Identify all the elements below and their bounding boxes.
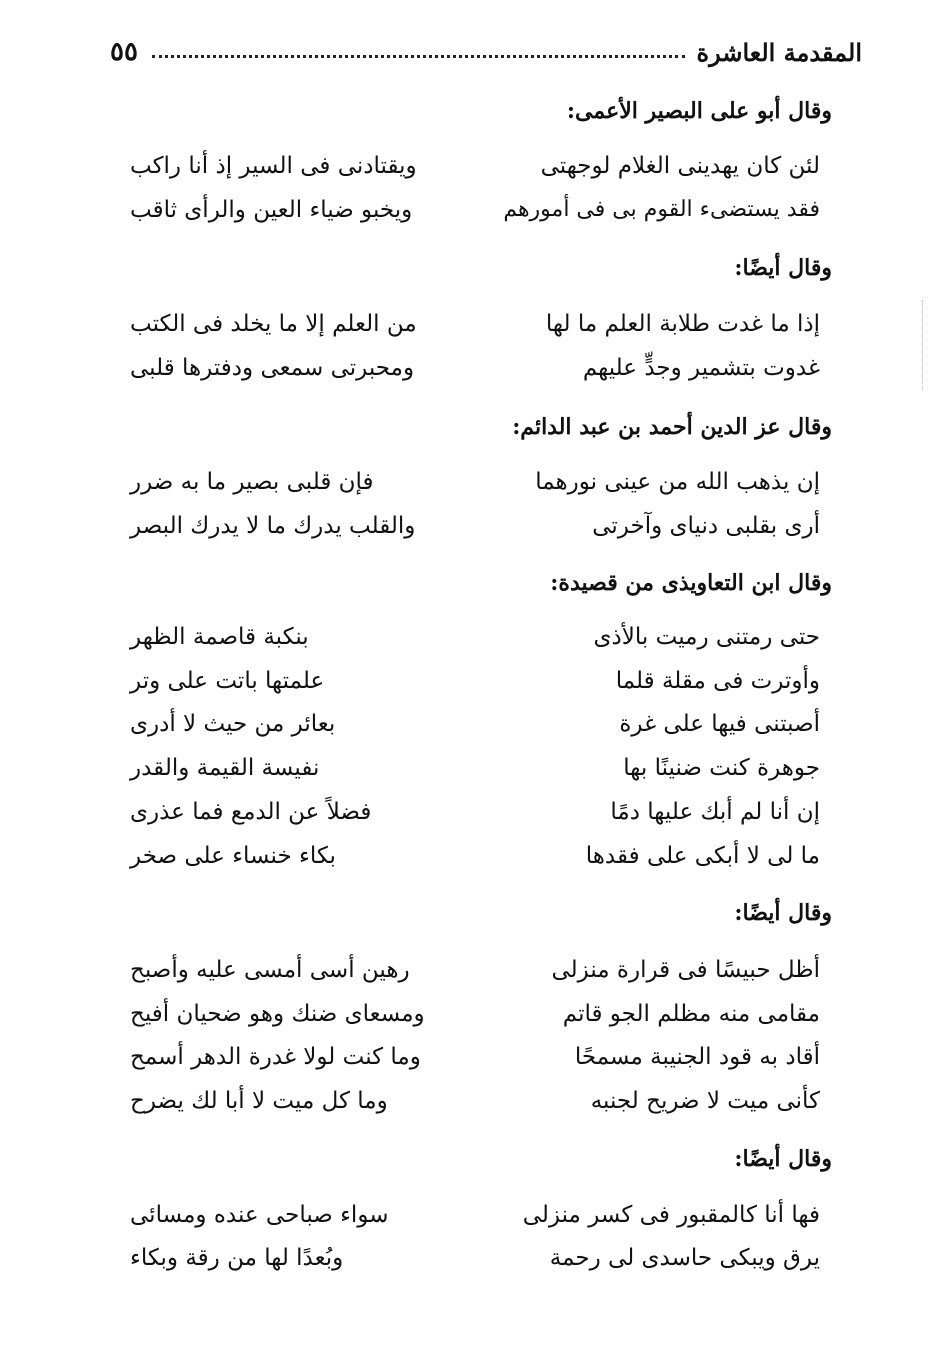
verse-first-hemistich: جوهرة كنت ضنينًا بها (623, 755, 820, 781)
verse-line (130, 146, 820, 186)
verse-line (130, 304, 820, 344)
verse-second-hemistich: سواء صباحى عنده ومسائى (130, 1202, 389, 1228)
verse-first-hemistich: أصبتنى فيها على غرة (619, 711, 820, 737)
poem-intro: وقال عز الدين أحمد بن عبد الدائم: (512, 414, 832, 440)
verse-first-hemistich: فقد يستضىء القوم بى فى أمورهم (503, 197, 820, 222)
poem-intro: وقال أيضًا: (734, 255, 832, 281)
poem-intro: وقال ابن التعاويذى من قصيدة: (550, 570, 832, 596)
verse-line (130, 1037, 820, 1077)
verse-line (130, 617, 820, 657)
verse-second-hemistich: بنكبة قاصمة الظهر (130, 624, 309, 650)
verse-first-hemistich: ما لى لا أبكى على فقدها (585, 843, 820, 869)
verse-first-hemistich: لئن كان يهدينى الغلام لوجهتى (540, 153, 820, 179)
verse-line (130, 190, 820, 230)
verse-second-hemistich: ويقتادنى فى السير إذ أنا راكب (130, 153, 417, 179)
verse-line (130, 994, 820, 1034)
verse-second-hemistich: رهين أسى أمسى عليه وأصبح (130, 957, 410, 983)
verse-line (130, 506, 820, 546)
poem-intro: وقال أيضًا: (734, 900, 832, 926)
verse-first-hemistich: أرى بقلبى دنياى وآخرتى (592, 513, 820, 539)
verse-first-hemistich: حتى رمتنى رميت بالأذى (593, 624, 820, 650)
margin-rule (922, 300, 923, 390)
verse-second-hemistich: بعائر من حيث لا أدرى (130, 711, 336, 737)
verse-first-hemistich: يرق ويبكى حاسدى لى رحمة (549, 1245, 820, 1271)
poem-intro: وقال أبو على البصير الأعمى: (566, 98, 832, 124)
verse-line (130, 348, 820, 388)
leader-dots (152, 55, 685, 58)
verse-line (130, 1081, 820, 1121)
verse-line (130, 462, 820, 502)
verse-second-hemistich: فضلاً عن الدمع فما عذرى (130, 799, 372, 825)
verse-second-hemistich: والقلب يدرك ما لا يدرك البصر (130, 513, 416, 539)
verse-first-hemistich: أظل حبيسًا فى قرارة منزلى (551, 957, 820, 983)
verse-first-hemistich: إن أنا لم أبك عليها دمًا (610, 799, 820, 825)
verse-line (130, 792, 820, 832)
verse-second-hemistich: فإن قلبى بصير ما به ضرر (130, 469, 374, 495)
verse-second-hemistich: ومحبرتى سمعى ودفترها قلبى (130, 355, 415, 381)
poem-intro: وقال أيضًا: (734, 1146, 832, 1172)
verse-line (130, 1195, 820, 1235)
verse-line (130, 704, 820, 744)
verse-second-hemistich: من العلم إلا ما يخلد فى الكتب (130, 311, 417, 337)
verse-second-hemistich: ومسعاى ضنك وهو ضحيان أفيح (130, 1001, 425, 1027)
verse-second-hemistich: علمتها باتت على وتر (130, 668, 325, 694)
chapter-title: المقدمة العاشرة (696, 37, 862, 67)
verse-second-hemistich: نفيسة القيمة والقدر (130, 755, 320, 781)
verse-first-hemistich: فها أنا كالمقبور فى كسر منزلى (522, 1202, 820, 1228)
verse-first-hemistich: غدوت بتشمير وجدٍّ عليهم (582, 355, 820, 381)
verse-line (130, 836, 820, 876)
verse-second-hemistich: وما كل ميت لا أبا لك يضرح (130, 1088, 388, 1114)
verse-line (130, 1238, 820, 1278)
verse-first-hemistich: كأنى ميت لا ضريح لجنبه (590, 1088, 820, 1114)
verse-first-hemistich: إن يذهب الله من عينى نورهما (535, 469, 820, 495)
verse-line (130, 748, 820, 788)
verse-line (130, 661, 820, 701)
verse-second-hemistich: وما كنت لولا غدرة الدهر أسمح (130, 1044, 421, 1070)
verse-line (130, 950, 820, 990)
verse-first-hemistich: أقاد به قود الجنيبة مسمحًا (574, 1044, 820, 1070)
verse-first-hemistich: إذا ما غدت طلابة العلم ما لها (545, 311, 820, 337)
verse-first-hemistich: مقامى منه مظلم الجو قاتم (562, 1001, 820, 1027)
page-number: ٥٥ (110, 37, 138, 67)
verse-second-hemistich: وبُعدًا لها من رقة وبكاء (130, 1245, 344, 1271)
verse-second-hemistich: بكاء خنساء على صخر (130, 843, 336, 869)
verse-first-hemistich: وأوترت فى مقلة قلما (615, 668, 820, 694)
verse-second-hemistich: ويخبو ضياء العين والرأى ثاقب (130, 197, 413, 223)
running-header (110, 30, 862, 74)
